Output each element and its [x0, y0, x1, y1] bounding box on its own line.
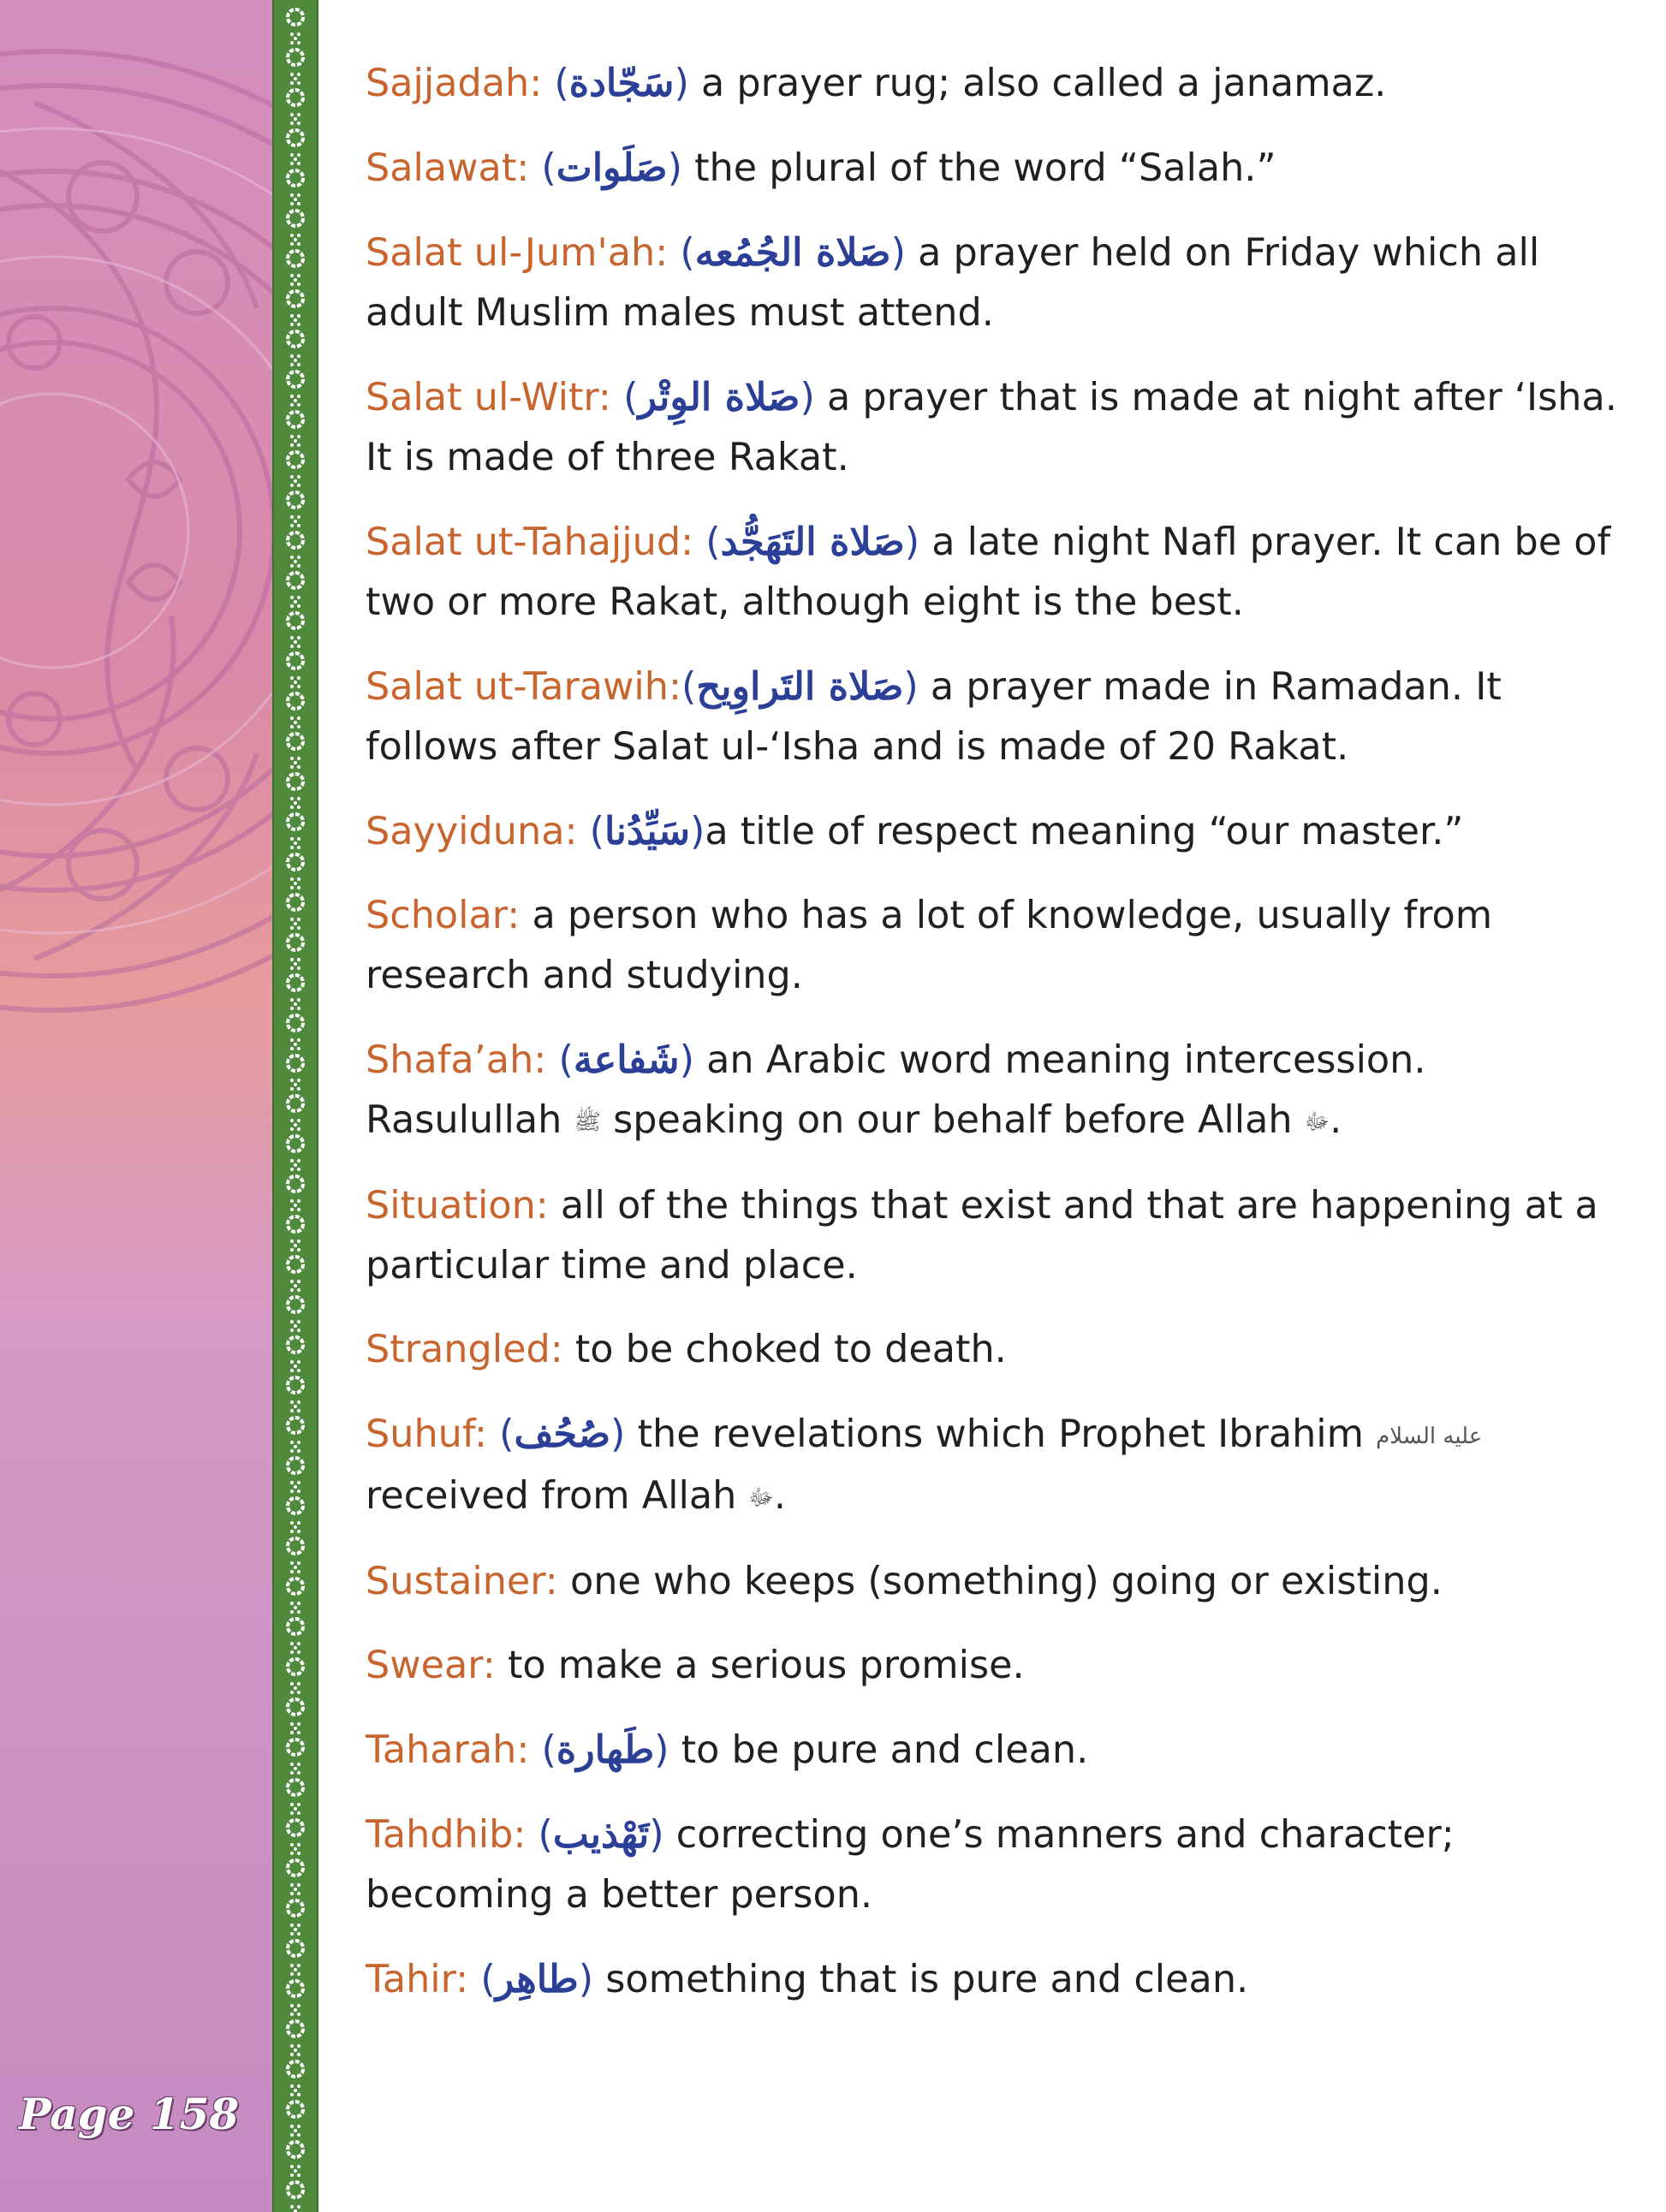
entry-term: Taharah:: [366, 1728, 530, 1772]
glossary-entry: Salat ut-Tahajjud: (صَلاة التَهَجُّد) a late night Nafl prayer. It can be of two or more Rakat, although eight is the best.: [366, 520, 1611, 624]
strip-flower-icon: [288, 1216, 303, 1232]
entry-definition: to be pure and clean.: [681, 1728, 1089, 1772]
prophet-honorific-icon: عليه السلام: [1376, 1424, 1483, 1449]
arabesque-ornament: [0, 0, 272, 2212]
entry-definition: a prayer rug; also called a janamaz.: [701, 62, 1387, 105]
strip-dots-icon: [290, 1561, 300, 1573]
entry-definition-part: Rasulullah: [366, 1098, 562, 1142]
entry-definition: a prayer made in Ramadan. It follows after Salat ul-‘Isha and is made of 20 Rakat.: [366, 665, 1502, 769]
strip-flower-icon: [288, 50, 303, 65]
strip-flower-icon: [288, 1015, 303, 1031]
strip-dots-icon: [290, 1119, 300, 1131]
strip-flower-icon: [288, 1699, 303, 1715]
page-number: Page 158: [19, 2089, 240, 2139]
strip-dots-icon: [290, 1038, 300, 1050]
strip-dots-icon: [290, 1642, 300, 1654]
strip-dots-icon: [290, 1400, 300, 1412]
glossary-entry: [366, 1636, 1641, 1696]
strip-dots-icon: [290, 1521, 300, 1533]
strip-flower-icon: [288, 412, 303, 427]
strip-flower-icon: [288, 291, 303, 306]
strip-flower-icon: [288, 2102, 303, 2117]
strip-dots-icon: [290, 1682, 300, 1694]
decorative-sidebar: [0, 0, 272, 2212]
strip-dots-icon: [290, 1602, 300, 1614]
strip-dots-icon: [290, 2165, 300, 2177]
strip-flower-icon: [288, 1257, 303, 1272]
glossary-list: [366, 53, 1641, 2034]
strip-flower-icon: [288, 1055, 303, 1071]
glossary-entry: Taharah: (طَهارة) to be pure and clean.: [366, 1727, 1089, 1772]
strip-flower-icon: [288, 1377, 303, 1393]
strip-dots-icon: [290, 475, 300, 487]
strip-dots-icon: [290, 274, 300, 286]
strip-flower-icon: [288, 1659, 303, 1674]
strip-flower-icon: [288, 935, 303, 950]
strip-dots-icon: [290, 113, 300, 125]
entry-arabic: طَهارة: [556, 1727, 655, 1772]
strip-flower-icon: [288, 130, 303, 146]
strip-flower-icon: [288, 1619, 303, 1634]
entry-definition-part: received from Allah: [366, 1474, 737, 1518]
strip-dots-icon: [290, 1763, 300, 1775]
entry-definition: the plural of the word “Salah.”: [694, 146, 1276, 190]
strip-dots-icon: [290, 1199, 300, 1211]
entry-arabic: شَفاعة: [573, 1038, 680, 1082]
entry-term: Sajjadah:: [366, 62, 543, 105]
entry-arabic: تَهْذيب: [552, 1812, 650, 1857]
strip-dots-icon: [290, 153, 300, 165]
glossary-entry: Salat ul-Witr: (صَلاة الوِتْر) a prayer that is made at night after ‘Isha. It is made of three Rakat.: [366, 375, 1617, 479]
glossary-entry: [366, 1320, 1641, 1380]
allah-honorific-icon: ﷻ: [1304, 1109, 1330, 1135]
strip-dots-icon: [290, 757, 300, 769]
entry-arabic: سَجّادة: [568, 61, 675, 105]
strip-dots-icon: [290, 33, 300, 45]
entry-term: Salat ut-Tarawih:: [366, 665, 681, 709]
glossary-entry: Salat ut-Tarawih:(صَلاة التَراوِيح) a prayer made in Ramadan. It follows after Salat ul-‘Isha and is made of 20 Rakat.: [366, 664, 1502, 769]
strip-flower-icon: [288, 2061, 303, 2077]
entry-definition: a prayer that is made at night after ‘Isha. It is made of three Rakat.: [366, 376, 1617, 479]
strip-dots-icon: [290, 73, 300, 85]
strip-flower-icon: [288, 492, 303, 508]
glossary-entry: Salat ul-Jum'ah: (صَلاة الجُمُعه) a prayer held on Friday which all adult Muslim males must attend.: [366, 230, 1540, 335]
entry-term: Suhuf:: [366, 1412, 487, 1456]
strip-dots-icon: [290, 1159, 300, 1171]
entry-term: Scholar:: [366, 894, 521, 937]
strip-dots-icon: [290, 1280, 300, 1292]
entry-term: Salawat:: [366, 146, 530, 190]
entry-definition: to make a serious promise.: [507, 1644, 1025, 1687]
entry-arabic: صَلاة التَراوِيح: [696, 664, 904, 709]
strip-dots-icon: [290, 1079, 300, 1091]
strip-flower-icon: [288, 1860, 303, 1876]
strip-flower-icon: [288, 1579, 303, 1594]
strip-dots-icon: [290, 998, 300, 1010]
strip-flower-icon: [288, 2182, 303, 2197]
strip-flower-icon: [288, 452, 303, 467]
strip-flower-icon: [288, 9, 303, 25]
strip-dots-icon: [290, 1843, 300, 1855]
glossary-entry: [366, 1552, 1641, 1612]
glossary-entry: Suhuf: (صُحُف) the revelations which Prophet Ibrahim عليه السلام received from Allah ﷻ.: [366, 1412, 1483, 1518]
strip-dots-icon: [290, 193, 300, 205]
strip-dots-icon: [290, 2084, 300, 2096]
entry-term: Salat ul-Jum'ah:: [366, 231, 669, 275]
strip-flower-icon: [288, 372, 303, 387]
glossary-entry: Tahir: (طاهِر) something that is pure and clean.: [366, 1957, 1249, 2001]
strip-flower-icon: [288, 693, 303, 709]
strip-flower-icon: [288, 734, 303, 749]
entry-definition: the revelations which Prophet Ibrahim: [637, 1412, 1365, 1456]
strip-dots-icon: [290, 1360, 300, 1372]
strip-dots-icon: [290, 1240, 300, 1252]
strip-flower-icon: [288, 211, 303, 226]
strip-dots-icon: [290, 1722, 300, 1734]
strip-flower-icon: [288, 251, 303, 266]
strip-flower-icon: [288, 613, 303, 628]
entry-definition: correcting one’s manners and character; becoming a better person.: [366, 1813, 1455, 1917]
entry-definition-end: .: [1330, 1098, 1342, 1142]
strip-dots-icon: [290, 676, 300, 688]
strip-flower-icon: [288, 1538, 303, 1554]
strip-dots-icon: [290, 877, 300, 889]
strip-flower-icon: [288, 532, 303, 548]
entry-definition: a late night Nafl prayer. It can be of two or more Rakat, although eight is the best.: [366, 520, 1611, 624]
strip-dots-icon: [290, 837, 300, 849]
strip-flower-icon: [288, 1739, 303, 1755]
strip-flower-icon: [288, 1297, 303, 1312]
entry-term: Sayyiduna:: [366, 810, 578, 853]
strip-flower-icon: [288, 170, 303, 186]
strip-dots-icon: [290, 1883, 300, 1895]
allah-honorific-icon: ﷻ: [748, 1485, 774, 1511]
strip-flower-icon: [288, 2142, 303, 2157]
glossary-entry: Sajjadah: (سَجّادة) a prayer rug; also called a janamaz.: [366, 61, 1387, 105]
entry-arabic: صَلاة الوِتْر: [638, 375, 800, 419]
strip-dots-icon: [290, 435, 300, 447]
strip-flower-icon: [288, 895, 303, 910]
salawat-honorific-icon: ﷺ: [574, 1109, 601, 1135]
glossary-entry: [366, 1176, 1641, 1296]
strip-flower-icon: [288, 1820, 303, 1835]
entry-definition: something that is pure and clean.: [605, 1958, 1249, 2001]
strip-flower-icon: [288, 1337, 303, 1353]
strip-flower-icon: [288, 814, 303, 830]
strip-flower-icon: [288, 975, 303, 990]
entry-arabic: صَلاة الجُمُعه: [694, 230, 891, 275]
entry-term: Swear:: [366, 1644, 496, 1687]
entry-term: Salat ut-Tahajjud:: [366, 520, 694, 564]
strip-dots-icon: [290, 1964, 300, 1976]
glossary-entry: Tahdhib: (تَهْذيب) correcting one’s manners and character; becoming a better person.: [366, 1812, 1455, 1917]
entry-arabic: سَيِّدُنا: [604, 809, 691, 853]
entry-definition: to be choked to death.: [574, 1328, 1007, 1371]
strip-dots-icon: [290, 2044, 300, 2056]
entry-term: Tahir:: [366, 1958, 469, 2001]
strip-dots-icon: [290, 314, 300, 326]
glossary-entry: Sayyiduna: (سَيِّدُنا)a title of respect meaning “our master.”: [366, 809, 1464, 853]
strip-dots-icon: [290, 234, 300, 246]
entry-arabic: صُحُف: [514, 1412, 611, 1456]
glossary-entry: [366, 886, 1641, 1006]
strip-dots-icon: [290, 1441, 300, 1453]
entry-definition: a person who has a lot of knowledge, usually from research and studying.: [366, 894, 1493, 997]
entry-definition: all of the things that exist and that are happening at a particular time and place.: [366, 1184, 1598, 1287]
strip-dots-icon: [290, 1481, 300, 1493]
strip-dots-icon: [290, 717, 300, 728]
strip-flower-icon: [288, 331, 303, 347]
strip-flower-icon: [288, 1981, 303, 1996]
glossary-entry: Salawat: (صَلَوات) the plural of the word “Salah.”: [366, 146, 1276, 190]
strip-flower-icon: [288, 1780, 303, 1795]
strip-dots-icon: [290, 395, 300, 407]
strip-dots-icon: [290, 556, 300, 568]
strip-dots-icon: [290, 2004, 300, 2016]
strip-flower-icon: [288, 653, 303, 669]
strip-flower-icon: [288, 1096, 303, 1111]
strip-dots-icon: [290, 1320, 300, 1332]
entry-arabic: صَلَوات: [556, 146, 668, 190]
strip-dots-icon: [290, 515, 300, 527]
strip-dots-icon: [290, 596, 300, 608]
strip-flower-icon: [288, 1458, 303, 1473]
strip-dots-icon: [290, 918, 300, 930]
strip-flower-icon: [288, 1498, 303, 1513]
strip-dots-icon: [290, 1924, 300, 1936]
entry-definition: one who keeps (something) going or existing.: [569, 1560, 1443, 1603]
entry-term: Salat ul-Witr:: [366, 376, 611, 419]
flower-dot-pattern: [274, 0, 317, 2212]
entry-term: Sustainer:: [366, 1560, 558, 1603]
entry-arabic: طاهِر: [495, 1957, 579, 2001]
strip-flower-icon: [288, 1900, 303, 1916]
strip-dots-icon: [290, 2205, 300, 2212]
strip-dots-icon: [290, 958, 300, 970]
entry-term: Shafa’ah:: [366, 1038, 547, 1082]
strip-flower-icon: [288, 774, 303, 789]
entry-definition: a prayer held on Friday which all adult Muslim males must attend.: [366, 231, 1540, 335]
strip-flower-icon: [288, 1176, 303, 1192]
entry-definition-part: speaking on our behalf before Allah: [613, 1098, 1293, 1142]
strip-dots-icon: [290, 636, 300, 648]
strip-flower-icon: [288, 1418, 303, 1433]
strip-dots-icon: [290, 354, 300, 366]
entry-term: Tahdhib:: [366, 1813, 527, 1857]
glossary-entry: Shafa’ah: (شَفاعة) an Arabic word meaning intercession. Rasulullah ﷺ speaking on our behalf before Allah ﷻ.: [366, 1038, 1426, 1142]
strip-dots-icon: [290, 1803, 300, 1815]
entry-arabic: صَلاة التَهَجُّد: [720, 520, 905, 564]
strip-dots-icon: [290, 797, 300, 809]
strip-flower-icon: [288, 573, 303, 588]
entry-definition: a title of respect meaning “our master.”: [705, 810, 1464, 853]
strip-dots-icon: [290, 2125, 300, 2137]
strip-flower-icon: [288, 854, 303, 870]
entry-definition-end: .: [773, 1474, 787, 1518]
green-border-strip: [272, 0, 318, 2212]
strip-flower-icon: [288, 2021, 303, 2037]
entry-term: Strangled:: [366, 1328, 563, 1371]
strip-flower-icon: [288, 1136, 303, 1151]
entry-definition: an Arabic word meaning intercession.: [706, 1038, 1426, 1082]
entry-term: Situation:: [366, 1184, 549, 1228]
strip-flower-icon: [288, 1941, 303, 1956]
strip-flower-icon: [288, 90, 303, 105]
